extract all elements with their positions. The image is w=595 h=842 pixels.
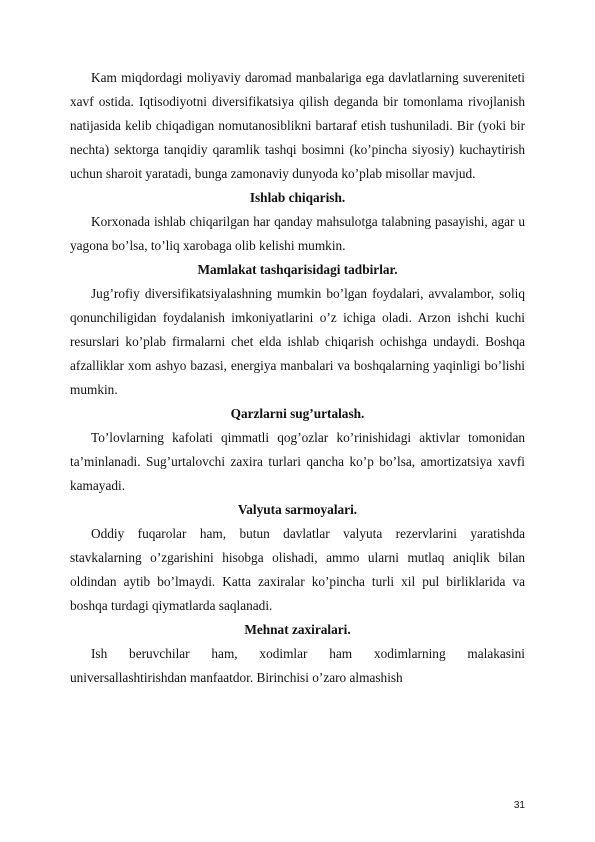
document-body <box>70 66 525 690</box>
paragraph: To’lovlarning kafolati qimmatli qog’ozlar ko’rinishidagi aktivlar tomonidan ta’minlanadi. Sug’urtalovchi zaxira turlari qancha ko’p bo’lsa, amortizatsiya xavfi kamayadi. <box>70 430 525 493</box>
section-heading: Valyuta sarmoyalari. <box>237 502 358 517</box>
paragraph: Kam miqdordagi moliyaviy daromad manbalariga ega davlatlarning suvereniteti xavf ostida. Iqtisodiyotni diversifikatsiya qilish deganda bir tomonlama rivojlanish natijasida kelib chiqadigan nomutanosiblikni bartaraf etish tushuniladi. Bir (yoki bir nechta) sektorga tanqidiy qaramlik tashqi bosimni (ko’pincha siyosiy) kuchaytirish uchun sharoit yaratadi, bunga zamonaviy dunyoda ko’plab misollar mavjud. <box>70 70 525 181</box>
section-heading: Ishlab chiqarish. <box>249 190 346 205</box>
paragraph: Oddiy fuqarolar ham, butun davlatlar valyuta rezervlarini yaratishda stavkalarning o’zgarishini hisobga olishadi, ammo ularni mutlaq aniqlik bilan oldindan aytib bo’lmaydi. Katta zaxiralar ko’pincha turli xil pul birliklarida va boshqa turdagi qiymatlarda saqlanadi. <box>70 526 525 613</box>
section-heading: Qarzlarni sug’urtalash. <box>230 406 365 421</box>
page-number: 31 <box>513 800 525 811</box>
section-heading: Mehnat zaxiralari. <box>244 622 351 637</box>
section-heading: Mamlakat tashqarisidagi tadbirlar. <box>197 262 398 277</box>
paragraph: Ish beruvchilar ham, xodimlar ham xodimlarning malakasini universallashtirishdan manfaatdor. Birinchisi o’zaro almashish <box>70 646 525 685</box>
paragraph: Jug’rofiy diversifikatsiyalashning mumkin bo’lgan foydalari, avvalambor, soliq qonunchiligidan foydalanish imkoniyatlarini o’z ichiga oladi. Arzon ishchi kuchi resurslari ko’plab firmalarni chet elda ishlab chiqarish ochishga undaydi. Boshqa afzalliklar xom ashyo bazasi, energiya manbalari va boshqalarning yaqinligi bo’lishi mumkin. <box>70 286 525 397</box>
paragraph: Korxonada ishlab chiqarilgan har qanday mahsulotga talabning pasayishi, agar u yagona bo’lsa, to’liq xarobaga olib kelishi mumkin. <box>70 214 525 253</box>
